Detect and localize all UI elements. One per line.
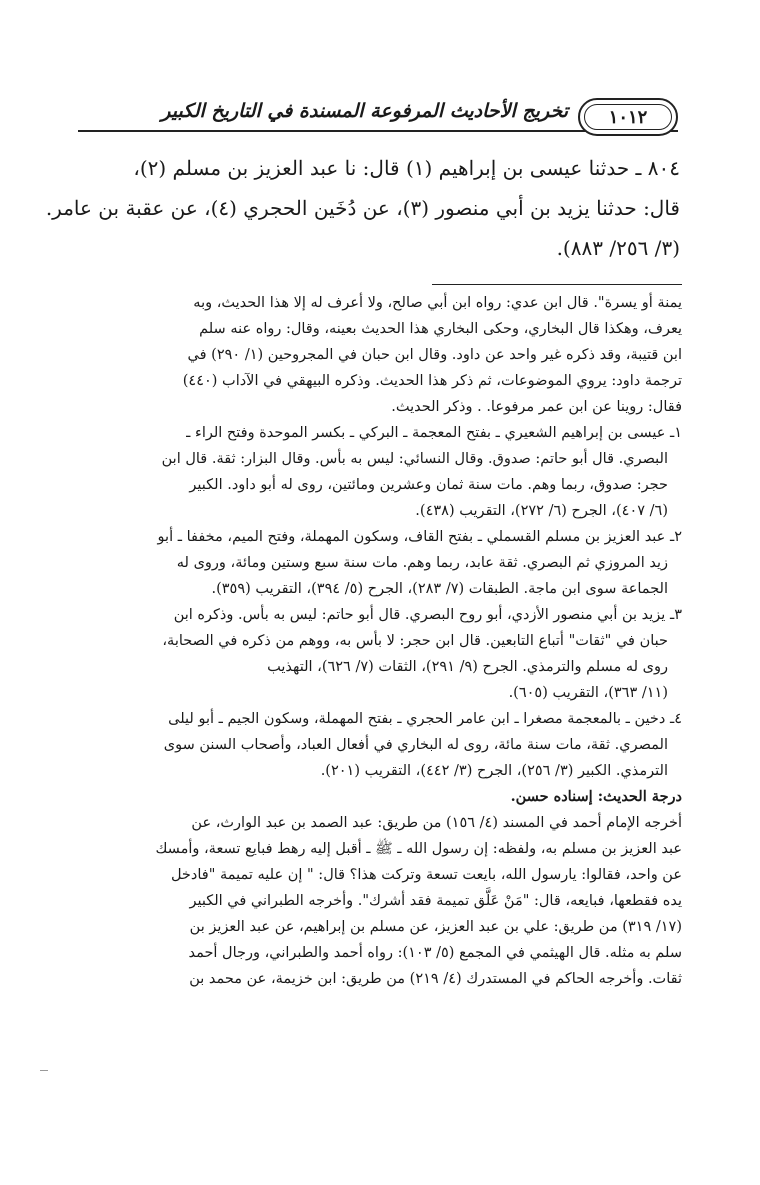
footnote-divider bbox=[432, 284, 682, 285]
footnote-line: حبان في "ثقات" أتباع التابعين. قال ابن حجر: لا بأس به، ووهم من ذكره في الصحابة، bbox=[162, 633, 668, 649]
running-title: تخريج الأحاديث المرفوعة المسندة في التاريخ الكبير bbox=[161, 100, 568, 122]
footnote-line: يمنة أو يسرة". قال ابن عدي: رواه ابن أبي صالح، ولا أعرف له إلا هذا الحديث، وبه bbox=[193, 295, 682, 311]
footnote-line: فقال: روينا عن ابن عمر مرفوعا. . وذكر الحديث. bbox=[391, 399, 682, 415]
footnote-line: (١١/ ٣٦٣)، التقريب (٦٠٥). bbox=[508, 685, 668, 701]
footnotes bbox=[78, 290, 682, 992]
footnote-line: ٤ـ دخين ـ بالمعجمة مصغرا ـ ابن عامر الحجري ـ بفتح المهملة، وسكون الجيم ـ أبو ليلى bbox=[168, 711, 682, 727]
page-number: ١٠١٢ bbox=[608, 106, 648, 128]
footnote-line: ١ـ عيسى بن إبراهيم الشعيري ـ بفتح المعجمة ـ البركي ـ بكسر الموحدة وفتح الراء ـ bbox=[186, 425, 682, 441]
footnote-line: حجر: صدوق، ربما وهم. مات سنة ثمان وعشرين ومائتين، روى له أبو داود. الكبير bbox=[189, 477, 668, 493]
takhrij-line: عبد العزيز بن مسلم به، ولفظه: إن رسول الله ـ ﷺ ـ أقبل إليه رهط فبايع تسعة، وأمسك bbox=[155, 841, 682, 857]
footnote-line: زيد المروزي ثم البصري. ثقة عابد، ربما وهم. مات سنة سبع وستين ومائة، وروى له bbox=[176, 555, 668, 571]
footnote-line: ٢ـ عبد العزيز بن مسلم القسملي ـ بفتح القاف، وسكون المهملة، وفتح الميم، مخففا ـ أبو bbox=[157, 529, 682, 545]
takhrij-line: عن واحد، فقالوا: يارسول الله، بايعت تسعة وتركت هذا؟ قال: " إن عليه تميمة "فادخل bbox=[170, 867, 682, 883]
hadith-text bbox=[45, 148, 680, 268]
takhrij-line: (١٧/ ٣١٩) من طريق: علي بن عبد العزيز، عن مسلم بن إبراهيم، عن عبد العزيز بن bbox=[189, 919, 682, 935]
hadith-grade-heading: درجة الحديث: إسناده حسن. bbox=[510, 788, 682, 805]
footnote-line: ابن قتيبة، وقد ذكره غير واحد عن داود. وقال ابن حبان في المجروحين (١/ ٢٩٠) في bbox=[187, 347, 682, 363]
footnote-1 bbox=[78, 420, 682, 524]
page-number-badge bbox=[578, 98, 678, 136]
hadith-line: (٣/ ٢٥٦/ ٨٨٣). bbox=[556, 236, 680, 260]
takhrij-line: ثقات. وأخرجه الحاكم في المستدرك (٤/ ٢١٩) من طريق: ابن خزيمة، عن محمد بن bbox=[189, 971, 682, 987]
hadith-line: ٨٠٤ ـ حدثنا عيسى بن إبراهيم (١) قال: نا عبد العزيز بن مسلم (٢)، bbox=[133, 156, 680, 180]
footnote-2 bbox=[78, 524, 682, 602]
footnote-continuation bbox=[78, 290, 682, 420]
page-header bbox=[78, 94, 678, 140]
footnote-line: ترجمة داود: يروي الموضوعات، ثم ذكر هذا الحديث. وذكره البيهقي في الآداب (٤٤٠) bbox=[182, 373, 682, 389]
footnote-line: يعرف، وهكذا قال البخاري، وحكى البخاري هذا الحديث بعينه، وقال: رواه عنه سلم bbox=[199, 321, 682, 337]
footnote-line: (٦/ ٤٠٧)، الجرح (٦/ ٢٧٢)، التقريب (٤٣٨). bbox=[415, 503, 668, 519]
footnote-line: ٣ـ يزيد بن أبي منصور الأزدي، أبو روح البصري. قال أبو حاتم: ليس به بأس. وذكره ابن bbox=[173, 607, 682, 623]
footnote-line: روى له مسلم والترمذي. الجرح (٩/ ٢٩١)، الثقات (٧/ ٦٢٦)، التهذيب bbox=[267, 659, 668, 675]
margin-mark bbox=[40, 1070, 48, 1071]
footnote-line: البصري. قال أبو حاتم: صدوق. وقال النسائي: ليس به بأس. وقال البزار: ثقة. قال ابن bbox=[161, 451, 668, 467]
footnote-line: المصري. ثقة، مات سنة مائة، روى له البخاري في أفعال العباد، وأصحاب السنن سوى bbox=[163, 737, 668, 753]
footnote-3 bbox=[78, 602, 682, 706]
footnote-line: الترمذي. الكبير (٣/ ٢٥٦)، الجرح (٣/ ٤٤٢)، التقريب (٢٠١). bbox=[320, 763, 668, 779]
takhrij-line: يده فقطعها، فبايعه، قال: "مَنْ عَلَّق تميمة فقد أشرك". وأخرجه الطبراني في الكبير bbox=[189, 893, 682, 909]
hadith-line: قال: حدثنا يزيد بن أبي منصور (٣)، عن دُخَين الحجري (٤)، عن عقبة بن عامر. bbox=[45, 196, 680, 220]
takhrij-line: أخرجه الإمام أحمد في المسند (٤/ ١٥٦) من طريق: عبد الصمد بن عبد الوارث، عن bbox=[191, 815, 682, 831]
takhrij-line: سلم به مثله. قال الهيثمي في المجمع (٥/ ١٠٣): رواه أحمد والطبراني، ورجال أحمد bbox=[188, 945, 682, 961]
footnote-line: الجماعة سوى ابن ماجة. الطبقات (٧/ ٢٨٣)، الجرح (٥/ ٣٩٤)، التقريب (٣٥٩). bbox=[211, 581, 668, 597]
takhrij-paragraph bbox=[78, 810, 682, 992]
footnote-4 bbox=[78, 706, 682, 784]
